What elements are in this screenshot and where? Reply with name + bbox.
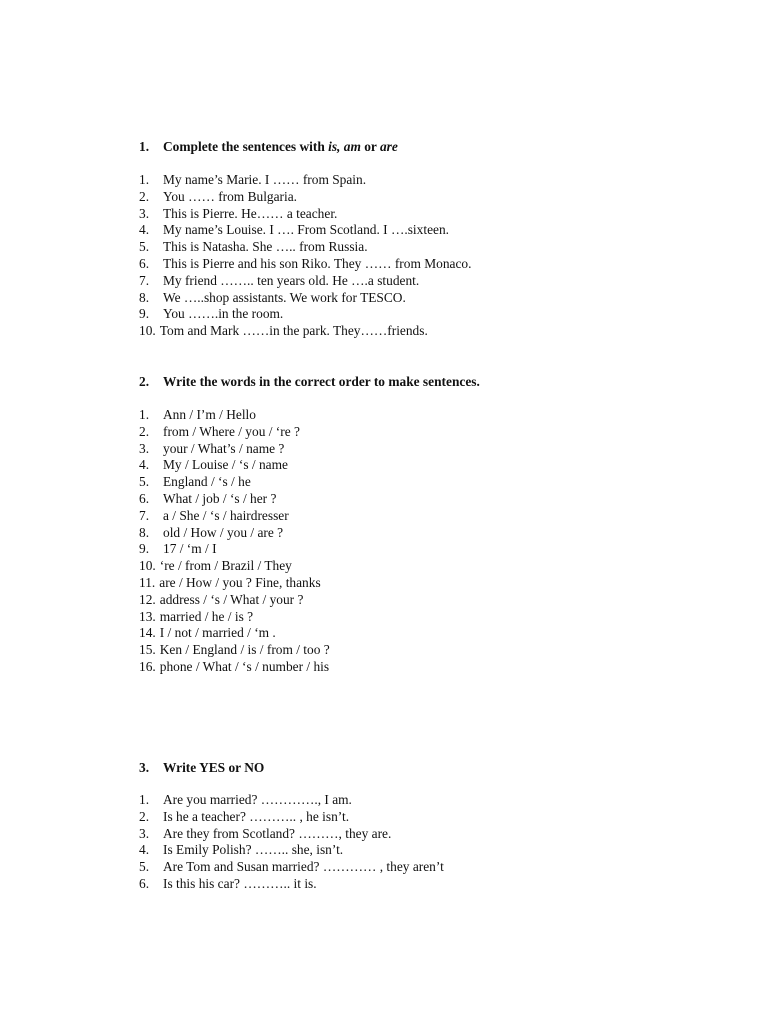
exercise-2-item bbox=[139, 575, 699, 592]
exercise-2-item-text: phone / What / ‘s / number / his bbox=[159, 658, 330, 674]
exercise-2-item-number: 2. bbox=[139, 423, 150, 439]
exercise-2-item bbox=[139, 541, 699, 558]
exercise-1-item-number: 6. bbox=[139, 255, 150, 271]
exercise-2-item bbox=[139, 625, 699, 642]
exercise-2-item-number: 10. bbox=[139, 558, 156, 574]
exercise-1-item bbox=[139, 239, 699, 256]
exercise-1-item-number: 5. bbox=[139, 239, 150, 255]
exercise-2-item-text: 17 / ‘m / I bbox=[163, 541, 217, 557]
exercise-1-item-number: 10. bbox=[139, 323, 156, 339]
exercise-2-item bbox=[139, 508, 699, 525]
exercise-3-item bbox=[139, 792, 699, 809]
exercise-2-item bbox=[139, 659, 699, 676]
exercise-1-title-start: Complete the sentences with bbox=[163, 139, 329, 154]
exercise-1-item bbox=[139, 172, 699, 189]
exercise-1-item bbox=[139, 273, 699, 290]
exercise-2-item bbox=[139, 609, 699, 626]
exercise-3-heading bbox=[139, 759, 699, 776]
exercise-1-item-number: 4. bbox=[139, 222, 150, 238]
exercise-2-item bbox=[139, 474, 699, 491]
exercise-2-item-number: 7. bbox=[139, 507, 150, 523]
exercise-2 bbox=[139, 373, 699, 676]
exercise-2-item-number: 11. bbox=[139, 574, 156, 590]
exercise-2-item bbox=[139, 642, 699, 659]
exercise-1-item-text: We …..shop assistants. We work for TESCO. bbox=[163, 289, 406, 305]
exercise-3-item-number: 1. bbox=[139, 792, 150, 807]
exercise-1-item-number: 2. bbox=[139, 188, 150, 204]
exercise-2-item-number: 4. bbox=[139, 457, 150, 473]
exercise-1 bbox=[139, 138, 699, 340]
exercise-1-item-text: You …… from Bulgaria. bbox=[163, 188, 298, 204]
exercise-2-item-number: 5. bbox=[139, 474, 150, 490]
exercise-2-item-text: ‘re / from / Brazil / They bbox=[159, 558, 292, 574]
exercise-2-item-number: 1. bbox=[139, 407, 150, 422]
exercise-2-item-text: Ann / I’m / Hello bbox=[163, 407, 256, 422]
exercise-2-heading bbox=[139, 373, 699, 390]
exercise-1-item-text: This is Natasha. She ….. from Russia. bbox=[163, 239, 368, 255]
exercise-2-item-number: 12. bbox=[139, 591, 156, 607]
exercise-1-item bbox=[139, 256, 699, 273]
exercise-2-item bbox=[139, 441, 699, 458]
exercise-1-item-number: 8. bbox=[139, 289, 150, 305]
exercise-2-item-text: are / How / you ? Fine, thanks bbox=[159, 574, 321, 590]
exercise-3-item-text: Are you married? …………., I am. bbox=[163, 792, 352, 807]
exercise-3-item-text: Is Emily Polish? …….. she, isn’t. bbox=[163, 842, 344, 858]
exercise-3-item-number: 4. bbox=[139, 842, 150, 858]
exercise-2-item-number: 8. bbox=[139, 524, 150, 540]
exercise-2-item-number: 15. bbox=[139, 642, 156, 658]
exercise-2-item-text: your / What’s / name ? bbox=[163, 440, 285, 456]
exercise-1-heading bbox=[139, 138, 699, 155]
exercise-2-item-text: England / ‘s / he bbox=[163, 474, 251, 490]
exercise-1-item bbox=[139, 290, 699, 307]
exercise-2-item-text: a / She / ‘s / hairdresser bbox=[163, 507, 289, 523]
exercise-3-item-number: 5. bbox=[139, 859, 150, 875]
exercise-2-item-text: What / job / ‘s / her ? bbox=[163, 490, 277, 506]
exercise-2-item bbox=[139, 558, 699, 575]
exercise-3-item-text: Is he a teacher? ……….. , he isn’t. bbox=[163, 808, 350, 824]
exercise-3-item-number: 6. bbox=[139, 875, 150, 891]
exercise-1-item bbox=[139, 306, 699, 323]
exercise-1-item bbox=[139, 323, 699, 340]
exercise-3 bbox=[139, 759, 699, 893]
exercise-2-item bbox=[139, 457, 699, 474]
exercise-1-item-number: 9. bbox=[139, 306, 150, 322]
exercise-3-item-text: Are they from Scotland? ………, they are. bbox=[163, 825, 392, 841]
exercise-1-item-text: This is Pierre and his son Riko. They …… from Monaco. bbox=[163, 255, 472, 271]
exercise-1-item-number: 3. bbox=[139, 205, 150, 221]
exercise-2-item-number: 13. bbox=[139, 608, 156, 624]
exercise-3-list bbox=[139, 792, 699, 893]
exercise-1-item bbox=[139, 222, 699, 239]
exercise-2-item-text: old / How / you / are ? bbox=[163, 524, 284, 540]
exercise-1-item-number: 7. bbox=[139, 272, 150, 288]
exercise-3-item bbox=[139, 876, 699, 893]
exercise-3-item bbox=[139, 859, 699, 876]
exercise-3-item-number: 3. bbox=[139, 825, 150, 841]
exercise-1-title-is-am: is, am bbox=[328, 139, 361, 154]
exercise-3-item-text: Are Tom and Susan married? ………… , they aren’t bbox=[163, 859, 444, 875]
exercise-2-item-number: 16. bbox=[139, 658, 156, 674]
exercise-2-item-number: 6. bbox=[139, 490, 150, 506]
exercise-2-item-number: 9. bbox=[139, 541, 150, 557]
exercise-2-item-text: from / Where / you / ‘re ? bbox=[163, 423, 300, 439]
exercise-2-item bbox=[139, 424, 699, 441]
exercise-1-item-text: This is Pierre. He…… a teacher. bbox=[163, 205, 338, 221]
exercise-2-item-text: My / Louise / ‘s / name bbox=[163, 457, 288, 473]
exercise-1-item-text: Tom and Mark ……in the park. They……friends. bbox=[159, 323, 428, 339]
exercise-2-item-text: married / he / is ? bbox=[159, 608, 254, 624]
exercise-2-item bbox=[139, 592, 699, 609]
exercise-1-list bbox=[139, 172, 699, 340]
exercise-2-list bbox=[139, 407, 699, 676]
exercise-3-item-number: 2. bbox=[139, 808, 150, 824]
exercise-1-item-number: 1. bbox=[139, 172, 150, 187]
exercise-1-number: 1. bbox=[139, 139, 150, 154]
exercise-1-item bbox=[139, 206, 699, 223]
exercise-3-item bbox=[139, 842, 699, 859]
exercise-3-item-text: Is this his car? ……….. it is. bbox=[163, 875, 317, 891]
exercise-3-title: Write YES or NO bbox=[163, 760, 265, 775]
exercise-3-item bbox=[139, 826, 699, 843]
exercise-2-title: Write the words in the correct order to make sentences. bbox=[163, 374, 480, 389]
exercise-1-item-text: My name’s Louise. I …. From Scotland. I ….sixteen. bbox=[163, 222, 450, 238]
exercise-1-item-text: You …….in the room. bbox=[163, 306, 284, 322]
exercise-2-item-text: address / ‘s / What / your ? bbox=[159, 591, 304, 607]
exercise-2-item-text: I / not / married / ‘m . bbox=[159, 625, 276, 641]
exercise-2-item-number: 14. bbox=[139, 625, 156, 641]
exercise-2-item bbox=[139, 525, 699, 542]
exercise-2-item-text: Ken / England / is / from / too ? bbox=[159, 642, 330, 658]
exercise-2-item bbox=[139, 407, 699, 424]
exercise-1-title-are: are bbox=[379, 139, 398, 154]
exercise-2-item-number: 3. bbox=[139, 440, 150, 456]
exercise-1-item bbox=[139, 189, 699, 206]
exercise-1-title-or: or bbox=[360, 139, 380, 154]
exercise-2-item bbox=[139, 491, 699, 508]
exercise-2-number: 2. bbox=[139, 374, 150, 389]
exercise-3-number: 3. bbox=[139, 760, 150, 775]
exercise-1-item-text: My name’s Marie. I …… from Spain. bbox=[163, 172, 367, 187]
exercise-1-item-text: My friend …….. ten years old. He ….a student. bbox=[163, 272, 420, 288]
exercise-3-item bbox=[139, 809, 699, 826]
